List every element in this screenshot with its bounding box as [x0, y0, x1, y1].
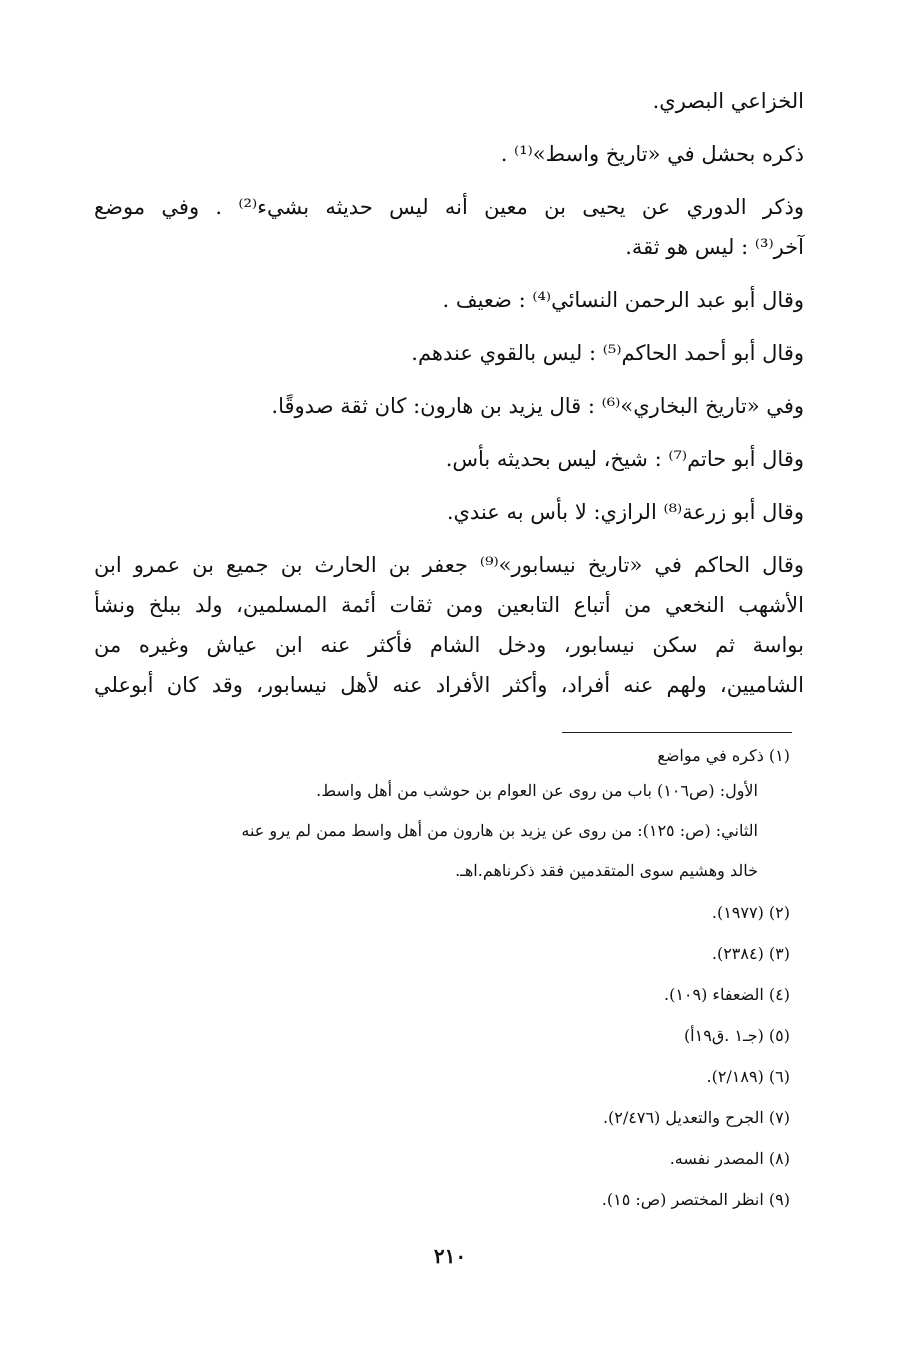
body-line-8: وقال أبو حاتم⁽⁷⁾ : شيخ، ليس بحديثه بأس. — [445, 447, 804, 471]
body-line-10: وقال الحاكم في «تاريخ نيسابور»⁽⁹⁾ جعفر بن الحارث بن جميع بن عمرو ابن — [94, 553, 805, 577]
footnote-6: (٦) (٢/١٨٩). — [706, 1067, 790, 1086]
page-number: ٢١٠ — [433, 1244, 467, 1268]
footnote-1-line-4: خالد وهشيم سوى المتقدمين فقد ذكرناهم.اهـ. — [455, 861, 758, 880]
body-line-2: ذكره بحشل في «تاريخ واسط»⁽¹⁾ . — [500, 142, 804, 166]
footnote-1-line-3: الثاني: (ص: ١٢٥): من روى عن يزيد بن هارون من أهل واسط ممن لم يرو عنه — [241, 821, 758, 840]
footnote-8: (٨) المصدر نفسه. — [669, 1149, 790, 1168]
body-line-9: وقال أبو زرعة⁽⁸⁾ الرازي: لا بأس به عندي. — [446, 500, 804, 524]
body-line-13: الشاميين، ولهم عنه أفراد، وأكثر الأفراد عنه لأهل نيسابور، وقد كان أبوعلي — [94, 673, 804, 697]
footnote-3: (٣) (٢٣٨٤). — [711, 944, 790, 963]
footnote-5: (٥) (جـ١ .ق١٩أ) — [683, 1026, 790, 1045]
body-line-11: الأشهب النخعي من أتباع التابعين ومن ثقات أئمة المسلمين، ولد ببلخ ونشأ — [94, 593, 804, 617]
footnote-9: (٩) انظر المختصر (ص: ١٥). — [601, 1190, 790, 1209]
body-line-1: الخزاعي البصري. — [652, 89, 804, 113]
footnote-4: (٤) الضعفاء (١٠٩). — [663, 985, 790, 1004]
footnote-2: (٢) (١٩٧٧). — [711, 903, 790, 922]
body-line-4: آخر⁽³⁾ : ليس هو ثقة. — [625, 235, 804, 259]
footnote-1-line-2: الأول: (ص١٠٦) باب من روى عن العوام بن حوشب من أهل واسط. — [316, 781, 758, 800]
body-line-12: بواسة ثم سكن نيسابور، ودخل الشام فأكثر عنه ابن عياش وغيره من — [94, 633, 804, 657]
footnote-7: (٧) الجرح والتعديل (٢/٤٧٦). — [602, 1108, 790, 1127]
body-line-7: وفي «تاريخ البخاري»⁽⁶⁾ : قال يزيد بن هارون: كان ثقة صدوقًا. — [271, 394, 804, 418]
footnote-1: (١) ذكره في مواضع — [657, 746, 790, 765]
body-line-6: وقال أبو أحمد الحاكم⁽⁵⁾ : ليس بالقوي عندهم. — [411, 341, 804, 365]
footnote-separator — [562, 732, 792, 733]
body-line-5: وقال أبو عبد الرحمن النسائي⁽⁴⁾ : ضعيف . — [442, 288, 804, 312]
body-line-3: وذكر الدوري عن يحيى بن معين أنه ليس حديثه بشيء⁽²⁾ . وفي موضع — [94, 195, 804, 219]
